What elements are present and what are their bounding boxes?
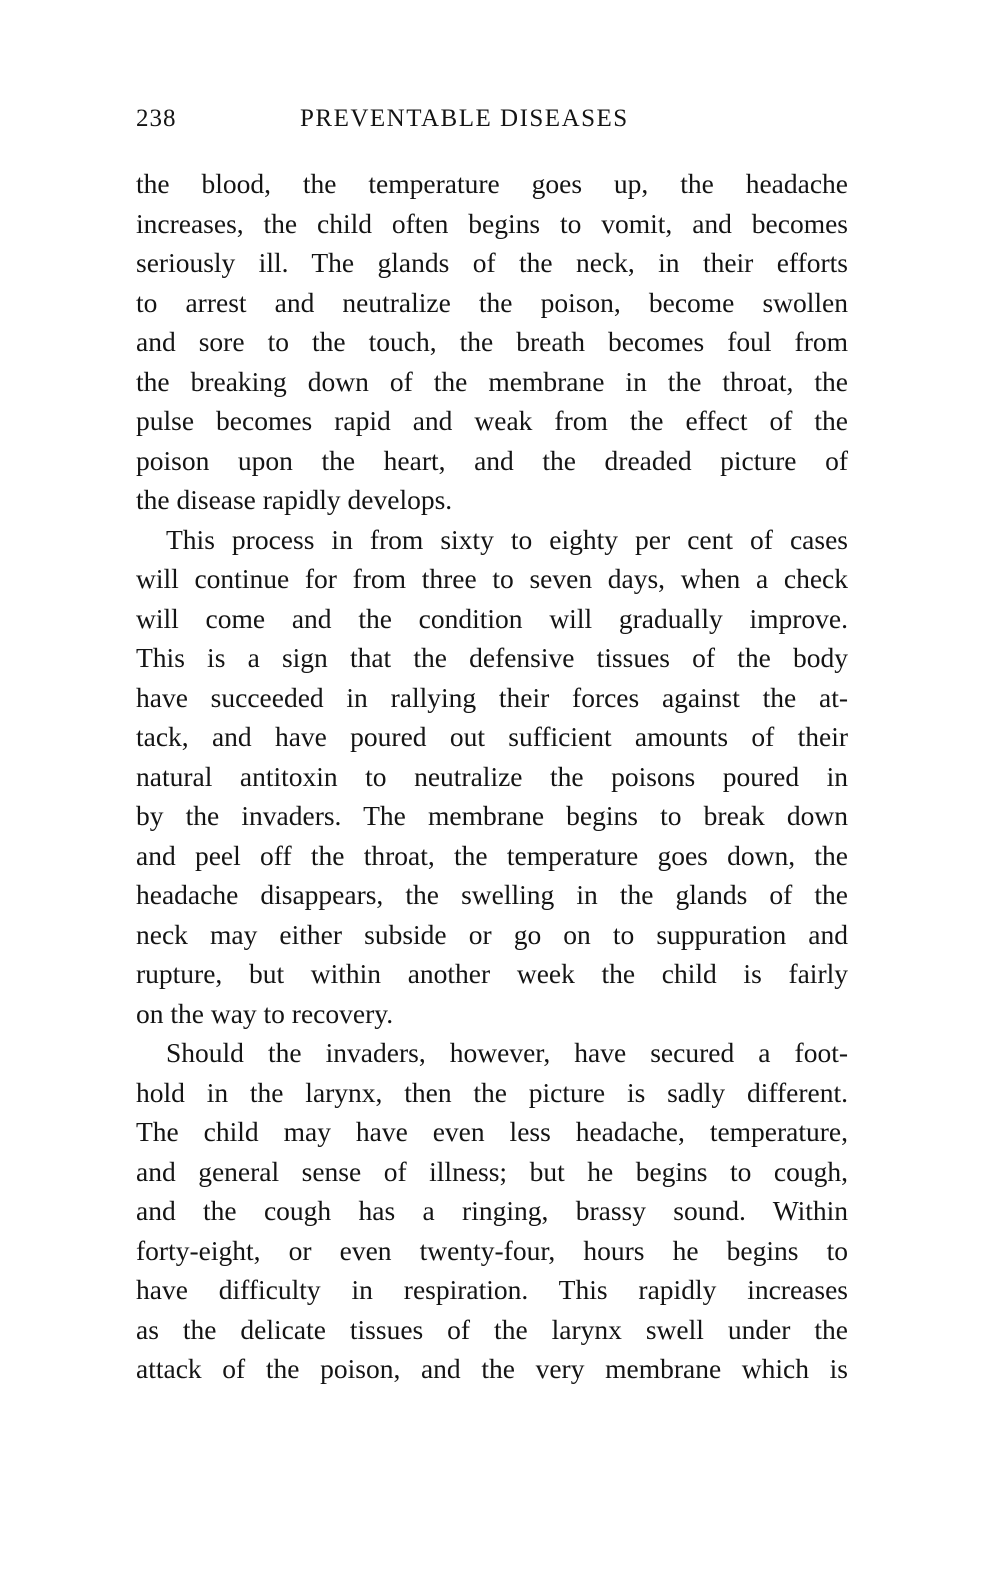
text-line: natural antitoxin to neutralize the poisons poured in: [136, 760, 848, 792]
text-line: This process in from sixty to eighty per cent of cases: [166, 523, 848, 555]
page-number: 238: [136, 105, 177, 132]
text-line: and peel off the throat, the temperature goes down, the: [136, 839, 848, 871]
text-line: and the cough has a ringing, brassy sound. Within: [136, 1195, 848, 1226]
text-line: to arrest and neutralize the poison, become swollen: [136, 286, 848, 318]
text-line: the blood, the temperature goes up, the headache: [136, 168, 848, 199]
body-text: [136, 164, 848, 1389]
paragraph-2: [136, 520, 848, 1034]
text-line: seriously ill. The glands of the neck, in their efforts: [136, 247, 848, 278]
text-line: have succeeded in rallying their forces against the at-: [136, 681, 848, 713]
text-line: by the invaders. The membrane begins to break down: [136, 800, 848, 831]
text-line: Should the invaders, however, have secured a foot-: [166, 1037, 848, 1068]
text-line: as the delicate tissues of the larynx swell under the: [136, 1313, 848, 1345]
text-line: the breaking down of the membrane in the throat, the: [136, 365, 848, 397]
text-line: the disease rapidly develops.: [136, 484, 453, 515]
text-line: hold in the larynx, then the picture is sadly different.: [136, 1076, 848, 1108]
text-line: pulse becomes rapid and weak from the effect of the: [136, 405, 848, 436]
page-header: [136, 101, 848, 145]
text-line: poison upon the heart, and the dreaded picture of: [136, 444, 848, 476]
text-line: tack, and have poured out sufficient amounts of their: [136, 721, 848, 752]
text-line: This is a sign that the defensive tissues of the body: [136, 642, 848, 673]
text-line: headache disappears, the swelling in the glands of the: [136, 879, 848, 910]
text-line: attack of the poison, and the very membrane which is: [136, 1353, 848, 1384]
text-line: increases, the child often begins to vomit, and becomes: [136, 207, 848, 239]
text-line: on the way to recovery.: [136, 997, 394, 1029]
running-title: PREVENTABLE DISEASES: [300, 105, 629, 132]
text-line: and general sense of illness; but he begins to cough,: [136, 1155, 848, 1187]
text-line: and sore to the touch, the breath becomes foul from: [136, 326, 848, 357]
text-line: forty-eight, or even twenty-four, hours he begins to: [136, 1234, 848, 1266]
text-line: will continue for from three to seven days, when a check: [136, 563, 848, 594]
text-line: neck may either subside or go on to suppuration and: [136, 918, 848, 950]
text-line: rupture, but within another week the child is fairly: [136, 958, 848, 989]
text-line: The child may have even less headache, temperature,: [136, 1116, 848, 1147]
text-line: have difficulty in respiration. This rapidly increases: [136, 1274, 848, 1305]
paragraph-3: [136, 1033, 848, 1389]
text-line: will come and the condition will gradually improve.: [136, 602, 848, 634]
paragraph-1: [136, 164, 848, 520]
